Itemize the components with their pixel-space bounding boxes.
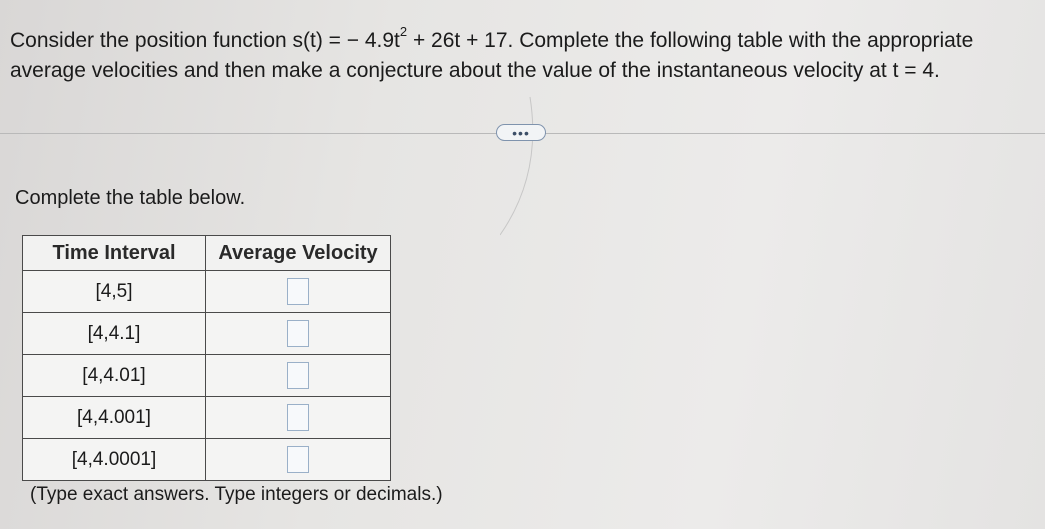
interval-cell: [4,4.0001] [23,439,206,481]
interval-cell: [4,4.001] [23,397,206,439]
interval-cell: [4,4.01] [23,355,206,397]
table-header-row [23,236,391,271]
interval-cell: [4,5] [23,271,206,313]
answer-input[interactable] [287,404,309,431]
header-average-velocity: Average Velocity [206,236,391,271]
question-rest: + 26t + 17. Complete the following table with the appropriate average velocities and then make a conjecture about the value of the instantaneous velocity at t = 4. [10,29,974,82]
answer-input[interactable] [287,278,309,305]
header-time-interval: Time Interval [23,236,206,271]
table-row [23,355,391,397]
answer-input[interactable] [287,446,309,473]
question-text [10,26,1035,86]
interval-cell: [4,4.1] [23,313,206,355]
answer-input[interactable] [287,362,309,389]
answer-cell [206,313,391,355]
question-intro: Consider the position function s(t) = − 4.9t [10,29,400,52]
answer-cell [206,397,391,439]
answer-input[interactable] [287,320,309,347]
table-row [23,271,391,313]
ellipsis-icon: ••• [512,124,530,141]
instruction-text: Complete the table below. [15,187,246,209]
answer-cell [206,439,391,481]
table-row [23,439,391,481]
stray-pen-mark [500,95,560,245]
table-row [23,397,391,439]
show-more-button[interactable] [496,124,546,141]
answer-format-note: (Type exact answers. Type integers or decimals.) [30,484,443,505]
table-row [23,313,391,355]
velocity-table [22,235,391,481]
question-exponent: 2 [399,24,408,39]
answer-cell [206,271,391,313]
answer-cell [206,355,391,397]
